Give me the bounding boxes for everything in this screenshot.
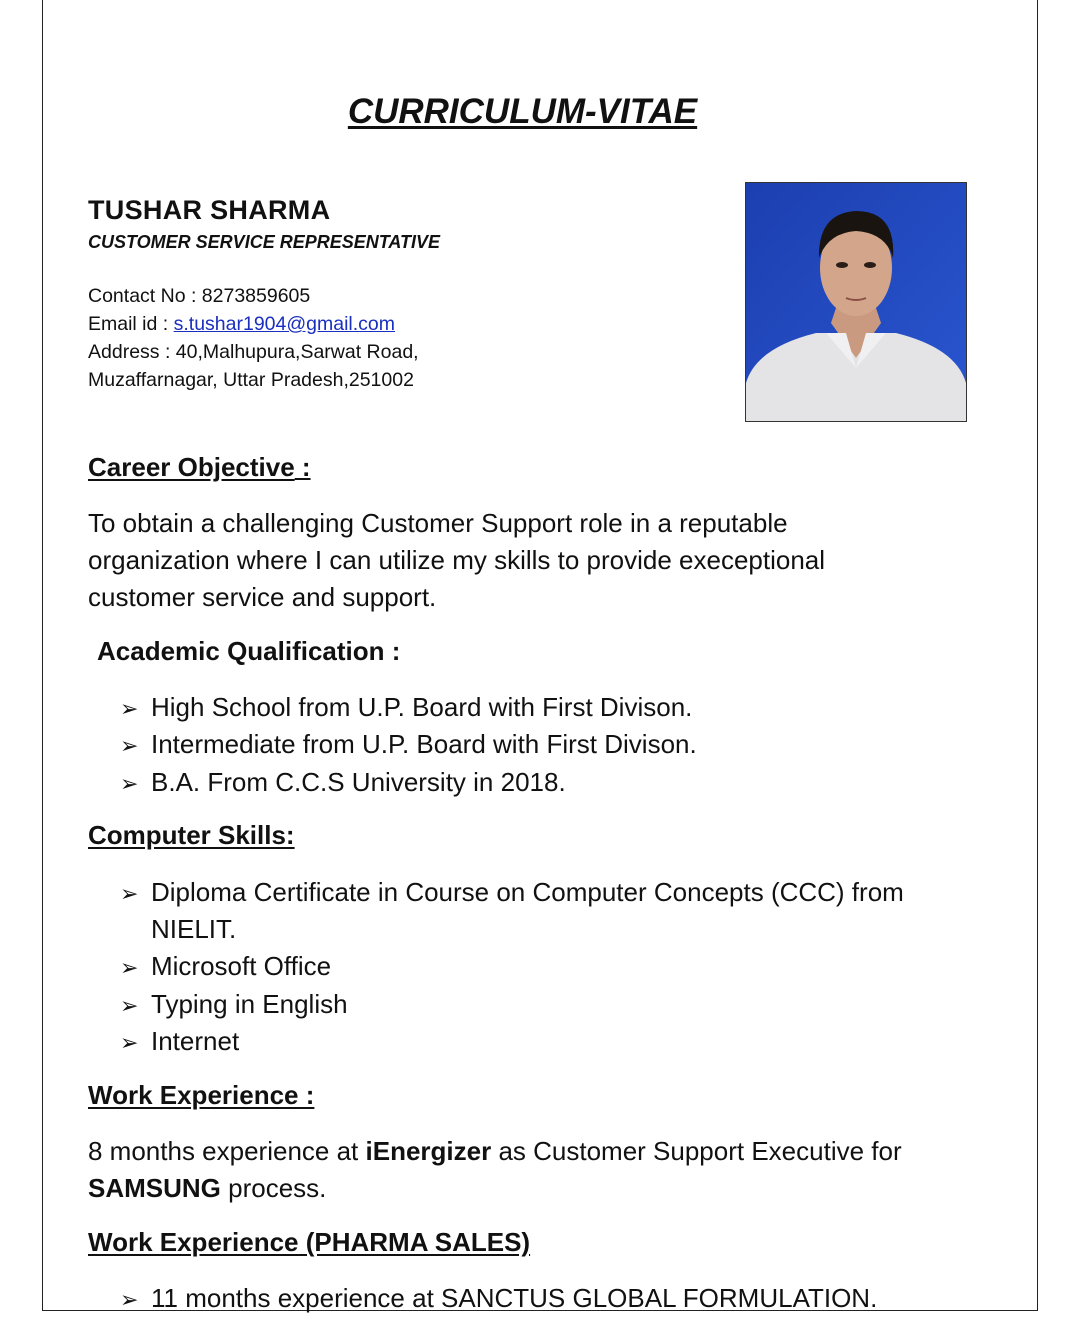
- career-line: To obtain a challenging Customer Support role in a reputable: [88, 508, 788, 538]
- arrow-bullet-icon: ➢: [120, 696, 139, 721]
- email-label: Email id :: [88, 313, 174, 335]
- item-text: B.A. From C.C.S University in 2018.: [151, 767, 566, 797]
- item-text: High School from U.P. Board with First Divison.: [151, 692, 693, 722]
- academic-item: [120, 767, 566, 798]
- item-text: Internet: [151, 1026, 240, 1056]
- address-line-2: Muzaffarnagar, Uttar Pradesh,251002: [88, 369, 414, 391]
- text: 8 months experience at: [88, 1136, 366, 1166]
- arrow-bullet-icon: ➢: [120, 771, 139, 796]
- academic-item: [120, 729, 697, 760]
- skill-item: [120, 1026, 239, 1057]
- candidate-role: CUSTOMER SERVICE REPRESENTATIVE: [88, 232, 441, 252]
- profile-photo: [745, 182, 967, 422]
- document-title: CURRICULUM-VITAE: [347, 92, 698, 131]
- academic-heading: Academic Qualification :: [97, 636, 401, 666]
- contact-number: Contact No : 8273859605: [88, 285, 311, 307]
- company-name: iEnergizer: [365, 1136, 492, 1166]
- pharma-item: [120, 1283, 877, 1314]
- arrow-bullet-icon: ➢: [120, 993, 139, 1018]
- arrow-bullet-icon: ➢: [120, 1030, 139, 1055]
- career-line: organization where I can utilize my skills to provide execeptional: [88, 545, 826, 575]
- email-link[interactable]: s.tushar1904@gmail.com: [173, 313, 396, 335]
- career-heading-suffix: :: [294, 452, 311, 482]
- computer-skills-heading: Computer Skills:: [88, 820, 295, 850]
- arrow-bullet-icon: ➢: [120, 1287, 139, 1312]
- career-objective-heading: [88, 452, 311, 483]
- skill-item: [120, 951, 331, 982]
- skill-item: [120, 877, 904, 908]
- item-text: Typing in English: [151, 989, 348, 1019]
- text: as Customer Support Executive for: [491, 1136, 902, 1166]
- item-text: Microsoft Office: [151, 951, 332, 981]
- address-line-1: Address : 40,Malhupura,Sarwat Road,: [88, 341, 419, 363]
- skill-item: [120, 989, 348, 1020]
- work-line-1: [88, 1136, 902, 1167]
- work-experience-heading: Work Experience :: [88, 1080, 315, 1110]
- candidate-name: TUSHAR SHARMA: [88, 195, 331, 225]
- arrow-bullet-icon: ➢: [120, 955, 139, 980]
- email-line: [88, 313, 395, 336]
- skill-item-continuation: NIELIT.: [151, 914, 237, 944]
- career-line: customer service and support.: [88, 582, 437, 612]
- client-name: SAMSUNG: [88, 1173, 221, 1203]
- career-heading-text: Career Objective: [88, 452, 295, 482]
- academic-item: [120, 692, 692, 723]
- text: process.: [220, 1173, 327, 1203]
- item-text: Diploma Certificate in Course on Computer Concepts (CCC) from: [151, 877, 904, 907]
- item-text: Intermediate from U.P. Board with First Divison.: [151, 729, 697, 759]
- pharma-experience-heading: Work Experience (PHARMA SALES): [88, 1227, 531, 1257]
- arrow-bullet-icon: ➢: [120, 733, 139, 758]
- arrow-bullet-icon: ➢: [120, 881, 139, 906]
- item-text: 11 months experience at SANCTUS GLOBAL FORMULATION.: [151, 1283, 878, 1313]
- work-line-2: [88, 1173, 326, 1204]
